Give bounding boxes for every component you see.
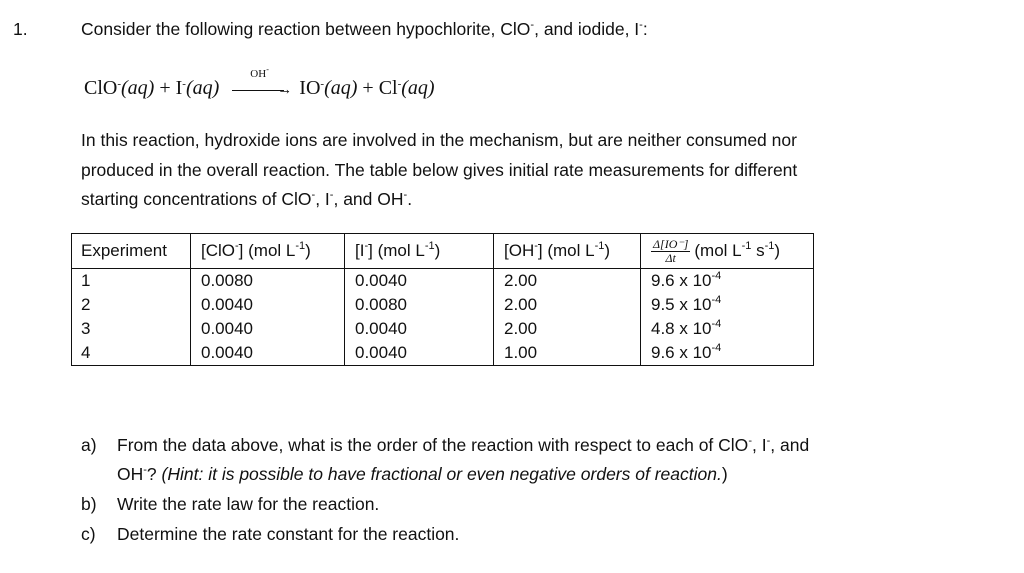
question-a-hint: (Hint: it is possible to have fractional or even negative orders of reaction. (161, 464, 722, 484)
cell-clo: 0.0040 (191, 293, 345, 317)
paragraph-line-3: starting concentrations of ClO-, I-, and OH-. (81, 189, 413, 209)
paragraph-line-1: In this reaction, hydroxide ions are involved in the mechanism, but are neither consumed nor (81, 130, 797, 150)
rate-fraction: $\frac{\Delta[IO^-]}{\Delta t}$ (653, 236, 689, 265)
reaction-arrow (232, 65, 293, 99)
cell-rate: 4.8 x $10^{-4}$ (641, 317, 814, 341)
arrow-catalyst-label: OH- (250, 65, 269, 81)
question-c-text: Determine the rate constant for the reaction. (117, 524, 460, 544)
eq-phase-3: (aq) (324, 77, 358, 99)
question-b-label: b) (81, 494, 97, 514)
intro-text: Consider the following reaction between hypochlorite, ClO (81, 19, 531, 39)
paragraph-line-2: produced in the overall reaction. The table below gives initial rate measurements for different (81, 160, 798, 180)
cell-experiment: 1 (72, 269, 191, 294)
intro-sup: - (530, 19, 535, 31)
table-row (72, 293, 814, 317)
eq-phase-2: (aq) (185, 77, 220, 99)
header-rate: $\frac{\Delta[IO^-]}{\Delta t}$ (mol $L^{-1}$ $s^{-1}$) (641, 234, 814, 269)
eq-phase-1: (aq) (121, 77, 155, 99)
cell-hydroxide: 2.00 (494, 269, 641, 294)
eq-product2: Cl (378, 77, 398, 99)
cell-hydroxide: 2.00 (494, 317, 641, 341)
arrow-head-icon: → (277, 82, 293, 99)
cell-clo: 0.0080 (191, 269, 345, 294)
question-a-label: a) (81, 435, 97, 455)
cell-iodide: 0.0040 (345, 269, 494, 294)
cell-experiment: 4 (72, 341, 191, 366)
eq-p1-charge: - (320, 78, 325, 90)
problem-intro (81, 19, 648, 40)
cell-hydroxide: 1.00 (494, 341, 641, 366)
cell-rate: 9.6 x $10^{-4}$ (641, 341, 814, 366)
cell-rate: 9.6 x $10^{-4}$ (641, 269, 814, 294)
cell-iodide: 0.0040 (345, 341, 494, 366)
reaction-equation (84, 65, 435, 100)
eq-r2-charge: - (182, 78, 186, 90)
eq-p2-charge: - (397, 78, 402, 90)
header-hydroxide: [OH-] (mol $L^{-1}$) (494, 234, 641, 269)
cell-hydroxide: 2.00 (494, 293, 641, 317)
rate-data-table (71, 233, 814, 366)
cell-rate: 9.5 x $10^{-4}$ (641, 293, 814, 317)
eq-product1: IO (299, 77, 321, 99)
table-row (72, 317, 814, 341)
eq-reactant1: ClO (84, 77, 118, 99)
cell-experiment: 2 (72, 293, 191, 317)
question-a-line-2: OH-? (Hint: it is possible to have fractional or even negative orders of reaction.) (117, 464, 728, 484)
table-row (72, 269, 814, 294)
table-header-row (72, 234, 814, 269)
cell-clo: 0.0040 (191, 317, 345, 341)
header-iodide: [I-] (mol $L^{-1}$) (345, 234, 494, 269)
cell-iodide: 0.0040 (345, 317, 494, 341)
intro-end: : (642, 19, 648, 39)
eq-phase-4: (aq) (401, 77, 435, 99)
eq-reactant2: I (175, 77, 183, 99)
question-a-line-1: From the data above, what is the order of the reaction with respect to each of ClO-, I-, and (117, 435, 810, 455)
intro-sup-2: - (639, 19, 643, 31)
intro-mid: , and iodide, I (534, 19, 640, 39)
eq-plus-2: + (362, 77, 374, 99)
header-experiment: Experiment (72, 234, 191, 269)
eq-r1-charge: - (117, 78, 122, 90)
problem-number: 1. (13, 19, 28, 39)
cell-experiment: 3 (72, 317, 191, 341)
cell-clo: 0.0040 (191, 341, 345, 366)
header-clo: [ClO-] (mol $L^{-1}$) (191, 234, 345, 269)
eq-plus-1: + (159, 77, 171, 99)
table-row (72, 341, 814, 366)
question-c-label: c) (81, 524, 96, 544)
cell-iodide: 0.0080 (345, 293, 494, 317)
question-b-text: Write the rate law for the reaction. (117, 494, 380, 514)
